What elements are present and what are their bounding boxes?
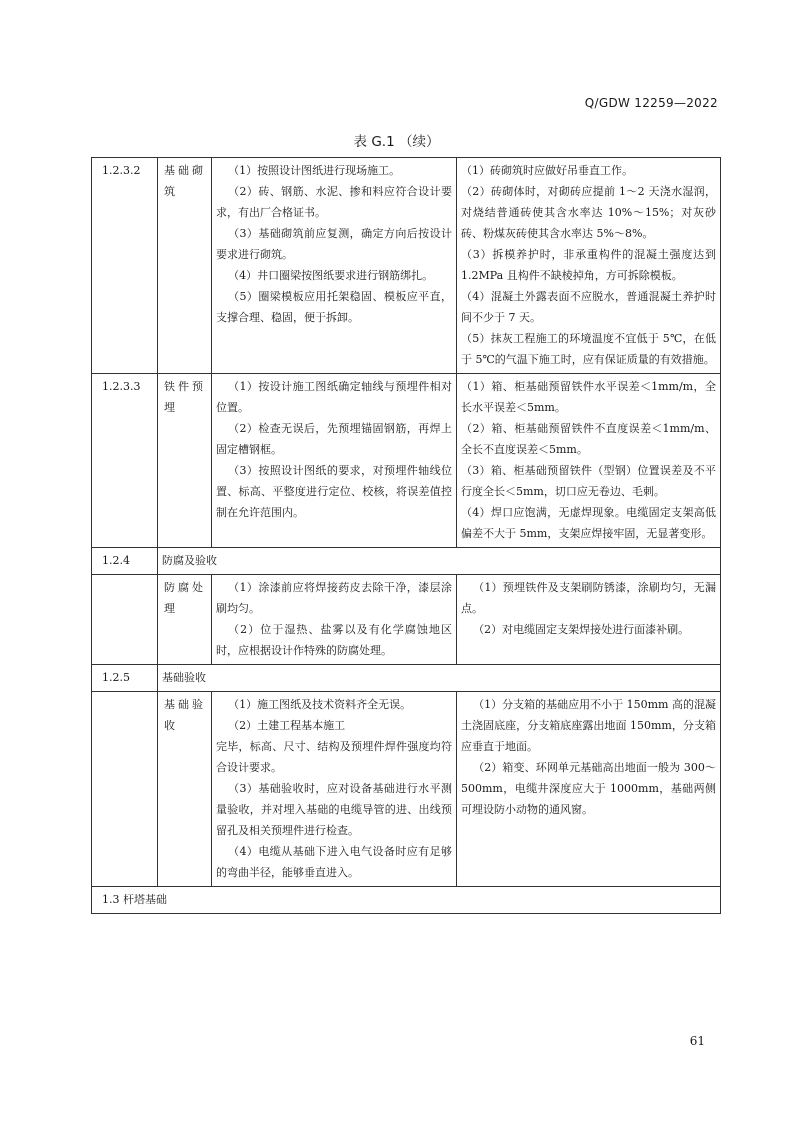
note-text: （1）预埋铁件及支架刷防锈漆，涂刷均匀，无漏点。	[461, 581, 716, 615]
note-text: （4）混凝土外露表面不应脱水，普通混凝土养护时间不少于 7 天。	[461, 290, 716, 324]
section-title: 基础验收	[158, 665, 721, 692]
spec-table	[91, 157, 721, 914]
standard-code: Q/GDW 12259—2022	[584, 96, 718, 110]
note-text: （2）箱、柜基础预留铁件不直度误差＜1mm/m、全长不直度误差＜5mm。	[461, 422, 716, 456]
note-text: （3）箱、柜基础预留铁件（型钢）位置误差及不平行度全长＜5mm，切口应无卷边、毛刺。	[461, 464, 716, 498]
requirement-text: （3）基础砌筑前应复测，确定方向后按设计要求进行砌筑。	[216, 227, 452, 261]
requirement-text: （2）检查无误后，先预埋锚固钢筋，再焊上固定槽钢框。	[216, 422, 452, 456]
item-name: 防腐处理	[158, 575, 212, 665]
table-title: 表 G.1 （续）	[353, 134, 440, 150]
section-row	[92, 548, 721, 575]
item-name: 基础砌筑	[158, 158, 212, 374]
note-text: （4）焊口应饱满，无虚焊现象。电缆固定支架高低偏差不大于 5mm，支架应焊接牢固，无显著变形。	[461, 506, 716, 540]
note-text: （5）抹灰工程施工的环境温度不宜低于 5℃，在低于 5℃的气温下施工时，应有保证质量的有效措施。	[461, 332, 716, 366]
requirement-text: （4）井口圈梁按图纸要求进行钢筋绑扎。	[228, 269, 434, 282]
requirements-cell	[212, 692, 457, 887]
requirement-text: 完毕，标高、尺寸、结构及预埋件焊件强度均符合设计要求。	[216, 740, 452, 774]
item-number	[92, 575, 158, 665]
item-name: 基础验收	[158, 692, 212, 887]
requirement-text: （1）按照设计图纸进行现场施工。	[228, 164, 401, 177]
note-text: （3）拆模养护时，非承重构件的混凝土强度达到 1.2MPa 且构件不缺棱掉角，方可拆除模板。	[461, 248, 716, 282]
requirement-text: （1）涂漆前应将焊接药皮去除干净，漆层涂刷均匀。	[216, 581, 452, 615]
requirement-text: （2）土建工程基本施工	[228, 719, 346, 732]
note-text: （1）砖砌筑时应做好吊垂直工作。	[461, 164, 633, 177]
notes-cell	[457, 575, 721, 665]
item-number: 1.2.3.3	[92, 374, 158, 548]
page-number: 61	[689, 1034, 705, 1048]
notes-cell	[457, 692, 721, 887]
item-number	[92, 692, 158, 887]
requirement-text: （3）按照设计图纸的要求，对预埋件轴线位置、标高、平整度进行定位、校核，将误差值控制在允许范围内。	[216, 464, 452, 519]
notes-cell	[457, 374, 721, 548]
requirement-text: （4）电缆从基础下进入电气设备时应有足够的弯曲半径，能够垂直进入。	[216, 845, 452, 879]
requirement-text: （2）位于湿热、盐雾以及有化学腐蚀地区时，应根据设计作特殊的防腐处理。	[216, 623, 452, 657]
requirements-cell	[212, 575, 457, 665]
section-row	[92, 887, 721, 914]
item-name: 铁件预埋	[158, 374, 212, 548]
section-title: 1.3 杆塔基础	[92, 887, 721, 914]
table-row	[92, 158, 721, 374]
note-text: （2）箱变、环网单元基础高出地面一般为 300～500mm，电缆井深度应大于 1000mm，基础两侧可埋设防小动物的通风窗。	[461, 761, 716, 816]
notes-cell	[457, 158, 721, 374]
requirements-cell	[212, 374, 457, 548]
note-text: （1）箱、柜基础预留铁件水平误差＜1mm/m，全长水平误差＜5mm。	[461, 380, 716, 414]
requirement-text: （1）施工图纸及技术资料齐全无误。	[228, 698, 412, 711]
note-text: （2）对电缆固定支架焊接处进行面漆补刷。	[473, 623, 690, 636]
requirements-cell	[212, 158, 457, 374]
requirement-text: （1）按设计施工图纸确定轴线与预埋件相对位置。	[216, 380, 452, 414]
item-number: 1.2.3.2	[92, 158, 158, 374]
requirement-text: （5）圈梁模板应用托架稳固、模板应平直，支撑合理、稳固，便于拆卸。	[216, 290, 452, 324]
table-row	[92, 575, 721, 665]
section-title: 防腐及验收	[158, 548, 721, 575]
note-text: （1）分支箱的基础应用不小于 150mm 高的混凝土浇固底座，分支箱底座露出地面 150mm，分支箱应垂直于地面。	[461, 698, 716, 753]
note-text: （2）砖砌体时，对砌砖应提前 1～2 天浇水湿润，对烧结普通砖使其含水率达 10%～15%；对灰砂砖、粉煤灰砖使其含水率达 5%～8%。	[461, 185, 716, 240]
requirement-text: （3）基础验收时，应对设备基础进行水平测量验收，并对埋入基础的电缆导管的进、出线预留孔及相关预埋件进行检查。	[216, 782, 452, 837]
table-row	[92, 692, 721, 887]
section-number: 1.2.4	[92, 548, 158, 575]
requirement-text: （2）砖、钢筋、水泥、掺和料应符合设计要求，有出厂合格证书。	[216, 185, 452, 219]
section-number: 1.2.5	[92, 665, 158, 692]
section-row	[92, 665, 721, 692]
table-row	[92, 374, 721, 548]
